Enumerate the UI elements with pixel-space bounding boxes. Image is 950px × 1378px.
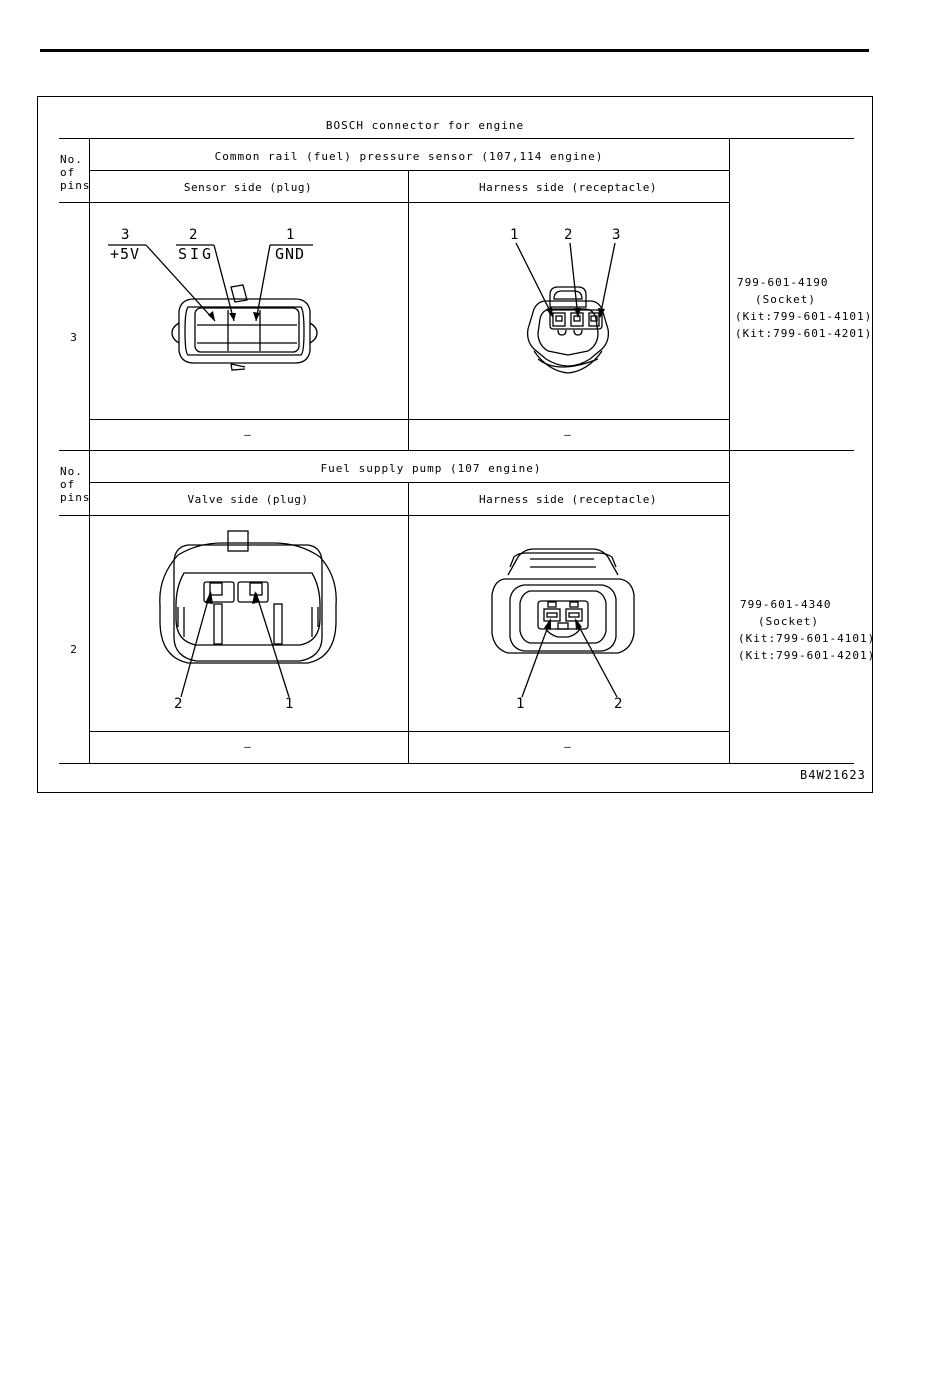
pins-header-line: of xyxy=(60,166,76,179)
rule xyxy=(59,202,729,203)
rule xyxy=(59,450,854,451)
pins-header-line: pins xyxy=(60,491,91,504)
section-title: Fuel supply pump (107 engine) xyxy=(320,462,542,475)
part-socket: (Socket) xyxy=(755,293,816,306)
pin-count: 2 xyxy=(70,643,78,656)
pin-label: 1 xyxy=(285,696,295,712)
right-side-label: Harness side (receptacle) xyxy=(478,181,658,194)
left-side-label: Valve side (plug) xyxy=(187,493,309,506)
figure-code: B4W21623 xyxy=(800,768,866,782)
pin-label: 3 xyxy=(612,227,622,243)
rule xyxy=(59,515,729,516)
part-kit: (Kit:799-601-4101) xyxy=(738,632,876,645)
signal-label: GND xyxy=(275,245,306,263)
part-socket: (Socket) xyxy=(758,615,819,628)
rule xyxy=(89,170,729,171)
pin-count: 3 xyxy=(70,331,78,344)
part-number: 799-601-4190 xyxy=(737,276,829,289)
top-rule xyxy=(40,49,869,52)
harness-receptacle-drawing xyxy=(38,97,39,98)
pins-header-line: No. xyxy=(60,465,83,478)
rule xyxy=(408,482,409,763)
rule xyxy=(89,419,729,420)
section-title: Common rail (fuel) pressure sensor (107,114 engine) xyxy=(214,150,604,163)
right-note: — xyxy=(564,428,572,441)
part-kit: (Kit:799-601-4201) xyxy=(735,327,873,340)
pin-label: 2 xyxy=(564,227,574,243)
rule xyxy=(408,170,409,450)
signal-label: SIG xyxy=(178,245,215,263)
rule xyxy=(729,138,730,763)
left-note: — xyxy=(244,428,252,441)
pins-header-line: No. xyxy=(60,153,83,166)
part-kit: (Kit:799-601-4101) xyxy=(735,310,873,323)
pin-label: 2 xyxy=(614,696,624,712)
right-side-label: Harness side (receptacle) xyxy=(478,493,658,506)
pin-label: 2 xyxy=(174,696,184,712)
rule xyxy=(89,482,729,483)
pin-label: 3 xyxy=(121,227,131,243)
right-note: — xyxy=(564,740,572,753)
pin-label: 2 xyxy=(189,227,199,243)
rule xyxy=(89,731,729,732)
part-number: 799-601-4340 xyxy=(740,598,832,611)
pin-label: 1 xyxy=(516,696,526,712)
pins-header-line: pins xyxy=(60,179,91,192)
left-side-label: Sensor side (plug) xyxy=(183,181,313,194)
table-title: BOSCH connector for engine xyxy=(325,119,525,132)
pin-label: 1 xyxy=(510,227,520,243)
rule xyxy=(89,138,90,763)
part-kit: (Kit:799-601-4201) xyxy=(738,649,876,662)
pins-header-line: of xyxy=(60,478,76,491)
rule xyxy=(59,763,854,764)
rule xyxy=(59,138,854,139)
left-note: — xyxy=(244,740,252,753)
signal-label: +5V xyxy=(110,245,141,263)
pin-label: 1 xyxy=(286,227,296,243)
connector-table-frame xyxy=(37,96,876,793)
